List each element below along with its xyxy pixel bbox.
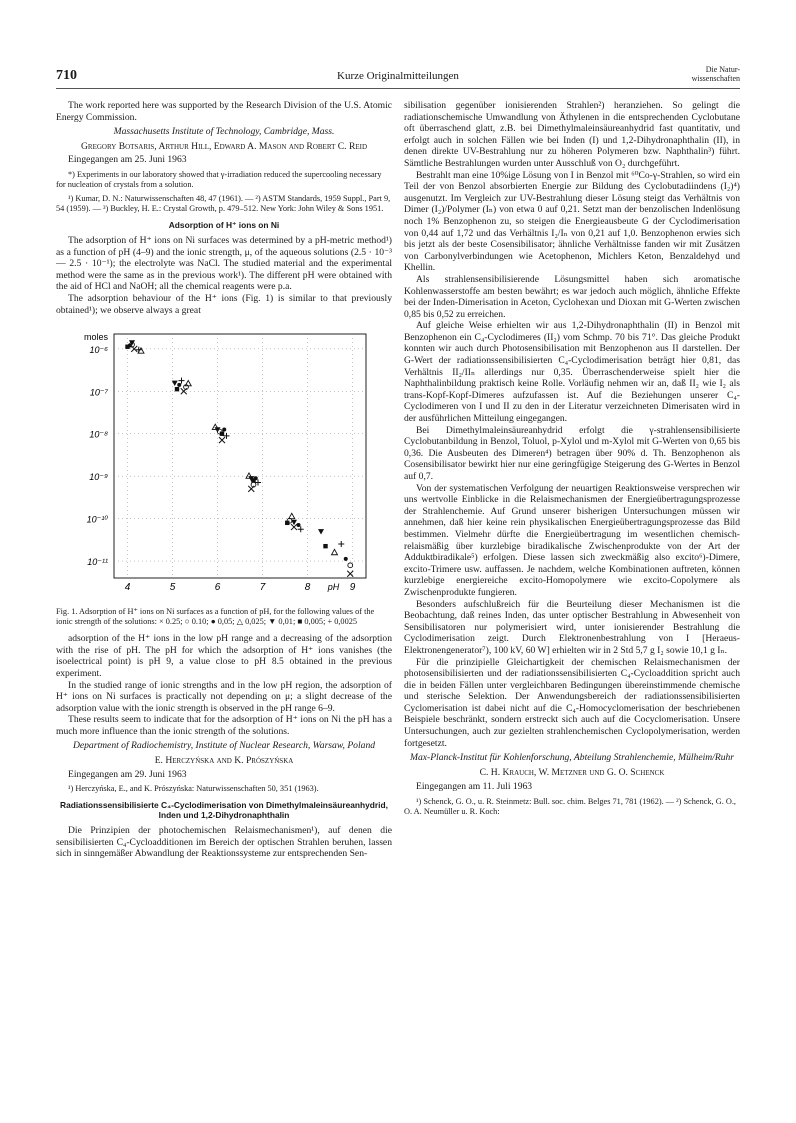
x-tick-label: 9 — [349, 582, 356, 594]
journal-name — [692, 65, 740, 83]
page-number: 710 — [56, 68, 77, 83]
paragraph: Bei Dimethylmaleinsäureanhydrid erfolgt die γ-strahlensensibilisierte Cyclobutanbildung in Benzol, Toluol, p-Xylol und m-Xylol mit G-Werten von 0,65 bis 0,36. Die Ausbeuten des Dimeren⁴) betragen über 90% d. Th. Benzophenon als Cosensibilisator bewirkt hier nur eine geringfügige Steigerung des G-Wertes in Benzol auf 0,7. — [404, 424, 740, 482]
x-tick-label: 8 — [304, 582, 311, 594]
x-tick-label: 6 — [214, 582, 221, 594]
y-tick-label: 10⁻⁶ — [89, 344, 108, 355]
paragraph: The adsorption behaviour of the H⁺ ions (Fig. 1) is similar to that previously obtained¹); we observe always a great — [56, 292, 392, 316]
paragraph: Als strahlensensibilisierende Lösungsmittel haben sich aromatische Kohlenwasserstoffe am besten bewährt; es war jedoch auch möglich, ähnliche Effekte bei der Inden-Dimerisation in Aceton, Cyclohexan und Dioxan mit G-Werten zwischen 0,85 bis 0,52 zu erreichen. — [404, 273, 740, 320]
data-point-circle — [348, 563, 353, 568]
data-point-square — [175, 387, 179, 391]
left-column — [56, 100, 392, 860]
data-point-plus — [179, 378, 185, 384]
data-point-square — [285, 521, 289, 525]
article-title-3: Radiationssensibilisierte C₄-Cyclodimerisation von Dimethylmaleinsäureanhydrid, Inden und 1,2-Dihydronaphthalin — [60, 800, 388, 821]
data-point-plus — [298, 526, 304, 532]
authors-1: Gregory Botsaris, Arthur Hill, Edward A. Mason and Robert C. Reid — [80, 140, 368, 152]
y-axis-label: moles — [83, 332, 108, 343]
right-column — [404, 100, 740, 821]
x-axis-label: pH — [327, 582, 340, 593]
paragraph: Für die prinzipielle Gleichartigkeit der chemischen Relaismechanismen der photosensibilisierten und der radiationssensibilisierten C₄-Cycloaddition spricht auch die in beiden Fällen unter vergleichbaren Bedingungen übereinstimmende chemische und sterische Selektion. Der Anwendungsbereich der radiationssensibilisierten Cyclomerisation ist dabei nicht auf die C₄-Homocyclomerisation der beschriebenen Beispiele beschränkt, sondern erstreckt sich auch auf die Cocyclomerisation. Unsere Untersuchungen, auch zur gezielten strahlenchemischen Cyclopolymerisation, werden fortgesetzt. — [404, 656, 740, 749]
paragraph: These results seem to indicate that for the adsorption of H⁺ ions on Ni the pH has a much more influence than the ionic strength of the solutions. — [56, 714, 392, 737]
data-point-square — [323, 544, 327, 548]
references-1: ¹) Kumar, D. N.: Naturwissenschaften 48, 47 (1961). — ²) ASTM Standards, 1959 Suppl., Part 9, 54 (1959). — ³) Buckley, H. E.: Crystal Growth, p. 479–512. New York: John Wiley & Sons 1951. — [56, 193, 391, 213]
footnote-star: *) Experiments in our laboratory showed that γ-irradiation reduced the supercooling necessary for nucleation of crystals from a solution. — [56, 169, 382, 189]
received-1: Eingegangen am 25. Juni 1963 — [68, 154, 187, 166]
y-tick-label: 10⁻¹⁰ — [86, 514, 108, 525]
data-point-triangle-down — [172, 381, 178, 386]
data-point-square — [125, 345, 129, 349]
data-point-x — [219, 437, 225, 443]
data-point-triangle — [289, 513, 295, 518]
adsorption-chart — [56, 316, 392, 604]
y-tick-label: 10⁻⁸ — [89, 429, 108, 440]
received-3: Eingegangen am 11. Juli 1963 — [416, 781, 533, 793]
paragraph: sibilisation gegenüber ionisierenden Strahlen²) heranziehen. So gelingt die radiationschemische Umwandlung von Äthylenen in die entsprechenden Cyclobutane oft überraschend glatt, z.B. bei Dimethylmaleinsäureanhydrid fast quantitativ, und erfolgt auch in solchen Fällen wie bei Inden (I) und 1,2-Dihydronaphthalin (II), in denen direkte UV-Bestrahlung nur zu höheren Polymeren bzw. Naphthalin³) führt. Sämtliche Bestrahlungen wurden unter Ausschluß von O₂ durchgeführt. — [404, 100, 740, 169]
section-title: Kurze Originalmitteilungen — [337, 70, 459, 82]
data-point-square — [220, 432, 224, 436]
references-3: ¹) Schenck, G. O., u. R. Steinmetz: Bull. soc. chim. Belges 71, 781 (1962). — ²) Schenck, G. O., O. A. Neumüller u. R. Koch: — [404, 797, 736, 817]
data-point-dot — [297, 523, 301, 527]
data-point-triangle — [185, 381, 191, 386]
figure-1 — [56, 316, 392, 604]
affiliation-1: Massachusetts Institute of Technology, Cambridge, Mass. — [113, 126, 335, 138]
references-2: ¹) Herczyńska, E., and K. Prószyńska: Naturwissenschaften 50, 351 (1963). — [68, 784, 319, 794]
journal-line2: wissenschaften — [691, 74, 740, 83]
affiliation-2: Department of Radiochemistry, Institute of Nuclear Research, Warsaw, Poland — [72, 740, 376, 752]
plot-frame — [114, 334, 366, 578]
authors-3: C. H. Krauch, W. Metzner und G. O. Schenck — [479, 766, 665, 778]
paragraph: Bestrahlt man eine 10%ige Lösung von I in Benzol mit ⁶⁰Co-γ-Strahlen, so wird ein Teil der von Benzol absorbierten Energie zur Bildung des Cyclobutadiindens (I₂)⁴) ausgenutzt. Im Vergleich zur UV-Bestrahlung dieser Lösung steigt das Verhältnis von Dimer (I₂)/Polymer (Iₙ) von etwa 0 auf 0,21. Setzt man der benzolischen Indenlösung noch 1% Benzophenon zu, so steigen die Energieausbeute G der Cyclodimerisation von 0,44 auf 1,72 und das Verhältnis I₂/Iₙ von 0,21 auf 1,0. Benzophenon erwies sich bis jetzt als der beste Cosensibilisator; ähnliche Verhältnisse fanden wir mit Zusätzen von Carbonylverbindungen wie Acetophenon, Michlers Keton, Benzaldehyd und Khellin. — [404, 169, 740, 274]
received-2: Eingegangen am 29. Juni 1963 — [68, 768, 187, 780]
authors-2: E. Herczyńska and K. Prószyńska — [154, 755, 294, 767]
paragraph: Auf gleiche Weise erhielten wir aus 1,2-Dihydronaphthalin (II) in Benzol mit Benzophenon ein C₄-Cyclodimeres (II₂) vom Schmp. 70 bis 71°. Das gleiche Produkt konnten wir auch durch Photosensibilisation mit Benzophenon aus II darstellen. Der G-Wert der radiationssensibilisierten C₄-Cyclodimerisation beträgt hier 0,81, das Verhältnis II₂/IIₙ allerdings nur 0,35. Überraschenderweise spielt hier die Naphthalinbildung praktisch keine Rolle. Vorläufig nehmen wir an, daß II₂ wie I₂ als trans-Kopf-Kopf-Dimeres aufzufassen ist. Auf die Beziehungen unserer C₄-Cyclodimeren von I und II zu den in der Literatur verzeichneten Dimerisaten wird in der ausführlichen Mitteilung eingegangen. — [404, 320, 740, 425]
y-tick-label: 10⁻¹¹ — [87, 557, 108, 568]
data-point-x — [347, 571, 353, 577]
data-point-triangle — [332, 549, 338, 554]
y-tick-label: 10⁻⁷ — [89, 387, 108, 398]
paragraph: adsorption of the H⁺ ions in the low pH range and a decreasing of the adsorption with the rise of pH. The pH for which the adsorption of H⁺ ions vanishes (the isoelectrical point) is pH 9, a value close to pH 8.5 obtained in the previous experiment. — [56, 633, 392, 679]
data-point-square — [251, 478, 255, 482]
x-tick-label: 5 — [169, 582, 176, 594]
affiliation-3: Max-Planck-Institut für Kohlenforschung, Abteilung Strahlenchemie, Mülheim/Ruhr — [409, 752, 735, 764]
figure-caption: Fig. 1. Adsorption of H⁺ ions on Ni surfaces as a function of pH, for the following values of the ionic strength of the solutions: × 0.25; ○ 0.10; ● 0,05; △ 0,025; ▼ 0,01; ■ 0,005; + 0,0025 — [56, 607, 375, 627]
page-header — [56, 66, 740, 89]
paragraph: In the studied range of ionic strengths and in the low pH region, the adsorption of H⁺ ions on Ni surfaces is practically not depending on μ; a slight decrease of the adsorption value with the ionic strength is observed in the pH range 6–9. — [56, 679, 392, 714]
data-point-dot — [344, 557, 348, 561]
paragraph: Besonders aufschlußreich für die Beurteilung dieser Mechanismen ist die Beobachtung, daß reines Inden, das unter optischer Bestrahlung in Abwesenheit von Sensibilisatoren nur polymerisiert wird, unter ionisierender Bestrahlung die Cyclodimerisation zeigt. Durch Elektronenbestrahlung von I [Heraeus-Elektronengenerator⁷), 100 kV, 60 W] erhielten wir in 2 Std 5,7 g I₂ sowie 10,1 g Iₙ. — [404, 598, 740, 656]
y-tick-label: 10⁻⁹ — [89, 472, 108, 483]
article-title-2: Adsorption of H⁺ ions on Ni — [168, 219, 280, 230]
data-point-dot — [222, 428, 226, 432]
x-tick-label: 7 — [259, 582, 266, 594]
acknowledgement: The work reported here was supported by the Research Division of the U.S. Atomic Energy Commission. — [56, 100, 392, 123]
data-point-triangle-down — [318, 529, 324, 534]
journal-line1: Die Natur- — [705, 65, 740, 74]
data-point-dot — [177, 383, 181, 387]
paragraph: Von der systematischen Verfolgung der neuartigen Reaktionsweise versprechen wir uns wertvolle Einblicke in die Relaismechanismen der Energieübertragungsprozesse der Strahlenchemie. Auf Grund unserer bisherigen Untersuchungen müssen wir annehmen, daß hier keine rein physikalischen Energieübertragungsprozesse das Bild bestimmen. Vielmehr dürfte die Energieübertragung im wesentlichen chemisch-relaismäßig über kurzlebige biradikalische Zwischenprodukte von der Art der Adduktbiradikale⁵) erfolgen. Diese lassen sich zweckmäßig also excito⁶)-Dimere, excito-Trimere usw. auffassen. Je nachdem, welche Kombinationen auftreten, können kurzlebige energiereiche excito-Homopolymere wie excito-Copolymere als Zwischenprodukte fungieren. — [404, 482, 740, 598]
x-tick-label: 4 — [124, 582, 131, 594]
paragraph: Die Prinzipien der photochemischen Relaismechanismen¹), auf denen die sensibilisierten C₄-Cycloadditionen im Bereich der optischen Strahlen beruhen, lassen sich in sinngemäßer Abwandlung der Reaktionssysteme zur entsprechenden Sen- — [56, 825, 392, 860]
data-point-plus — [338, 541, 344, 547]
paragraph: The adsorption of H⁺ ions on Ni surfaces was determined by a pH-metric method¹) as a function of pH (4–9) and the ionic strength, μ, of the aqueous solutions (2.5 · 10⁻³ — 2.5 · 10⁻¹); the electrolyte was NaCl. The studied material and the experimental method were the same as in the previous work¹). The different pH were obtained with the aid of HCl and NaOH; all the chemical reagents were p.a. — [56, 234, 392, 293]
